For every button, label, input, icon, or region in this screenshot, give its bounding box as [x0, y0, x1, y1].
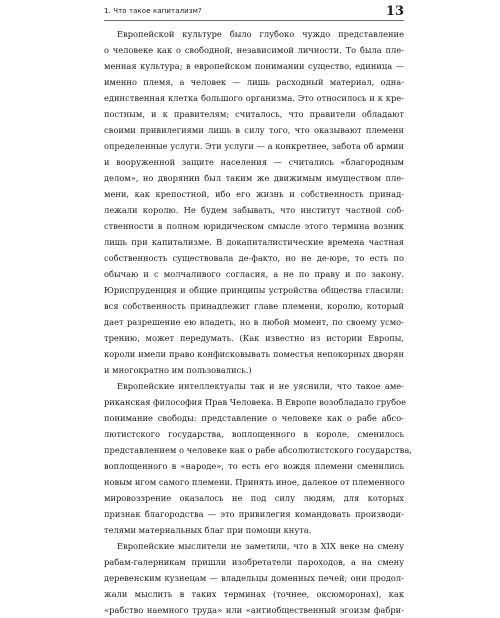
paragraph-line: Юриспруденция и общие принципы устройства общества гласили: [104, 285, 404, 295]
paragraph-line: постным, и к правителям; считалось, что правители обладают [104, 109, 404, 119]
paragraph-line: телями материальных благ при помощи кнута. [104, 525, 312, 535]
paragraph-line: своими привилегиями лишь в силу того, что оказывают племени [104, 125, 404, 135]
paragraph-line: признак благородства — это привилегия командовать производи- [104, 509, 404, 519]
paragraph-line: понимание свободы: представление о человеке как о рабе абсо- [104, 413, 404, 423]
paragraph-line: дает разрешение ею владеть, но в любой момент, по своему усмо- [104, 317, 404, 327]
paragraph-line: воплощенного в «народе», то есть его вождя племени сменились [104, 461, 404, 471]
paragraph-line: ственности в полном юридическом смысле этого термина возник [104, 221, 404, 231]
paragraph-line: мени, как крепостной, ибо его жизнь и собственность принад- [104, 189, 404, 199]
paragraph-line: риканская философия Прав Человека. В Европе возобладало грубое [104, 397, 407, 407]
paragraph-line: рабам-галерникам пришли изобретатели пароходов, а на смену [104, 557, 404, 567]
header-rule [104, 20, 404, 21]
paragraph-line: короли имели право конфисковывать поместья непокорных дворян [104, 349, 404, 359]
paragraph-line: собственность существовала де-факто, но не де-юре, то есть по [104, 253, 404, 263]
paragraph-line: жали мыслить в таких терминах (точнее, оксюморонах), как [104, 589, 404, 599]
paragraph-line: обычаю и с молчаливого согласия, а не по праву и по закону. [104, 269, 404, 279]
page-number: 13 [385, 4, 404, 19]
paragraph-line: Европейские интеллектуалы так и не уяснили, что такое аме- [117, 381, 404, 391]
paragraph-line: лишь при капитализме. В докапиталистические времена частная [104, 237, 404, 247]
paragraph-line: единственная клетка большого организма. Это относилось и к кре- [104, 93, 404, 103]
paragraph-line: Европейские мыслители не заметили, что в XIX веке на смену [117, 541, 404, 551]
paragraph-line: вся собственность принадлежит главе племени, королю, который [104, 301, 404, 311]
paragraph-line: делом», но дворянин был таким же движимым имуществом пле- [104, 173, 404, 183]
paragraph-line: «рабство наемного труда» или «антиобщественный эгоизм фабри- [104, 605, 404, 615]
paragraph-line: о человеке как о свободной, независимой личности. То была пле- [104, 45, 404, 55]
paragraph-line: представлением о человеке как о рабе абсолютистского государства, [104, 445, 412, 455]
paragraph-line: новым игом самого племени. Принять иное, далекое от племенного [104, 477, 405, 487]
paragraph-line: определенные услуги. Эти услуги — а конкретнее, забота об армии [104, 141, 404, 151]
paragraph-line: и вооруженной защите населения — считались «благородным [104, 157, 404, 167]
paragraph-line: Европейской культуре было глубоко чуждо представление [117, 29, 404, 39]
paragraph-line: и многократно им пользовались.) [104, 365, 252, 375]
paragraph-line: мировоззрение оказалось не под силу людям, для которых [104, 493, 404, 503]
paragraph-line: менная культура; в европейском понимании существо, единица — [104, 61, 404, 71]
running-head [104, 4, 404, 20]
paragraph-line: трению, может передумать. (Как известно из истории Европы, [104, 333, 404, 343]
body-text [104, 26, 412, 618]
paragraph-line: лютистского государства, воплощенного в короле, сменилось [104, 429, 404, 439]
paragraph-line: лежали королю. Не будем забывать, что институт частной соб- [104, 205, 404, 215]
chapter-title: 1. Что такое капитализм? [104, 7, 202, 15]
paragraph-line: именно племя, а человек — лишь расходный материал, одна- [104, 77, 404, 87]
paragraph-line: деревенским кузнецам — владельцы доменных печей; они продол- [104, 573, 404, 583]
